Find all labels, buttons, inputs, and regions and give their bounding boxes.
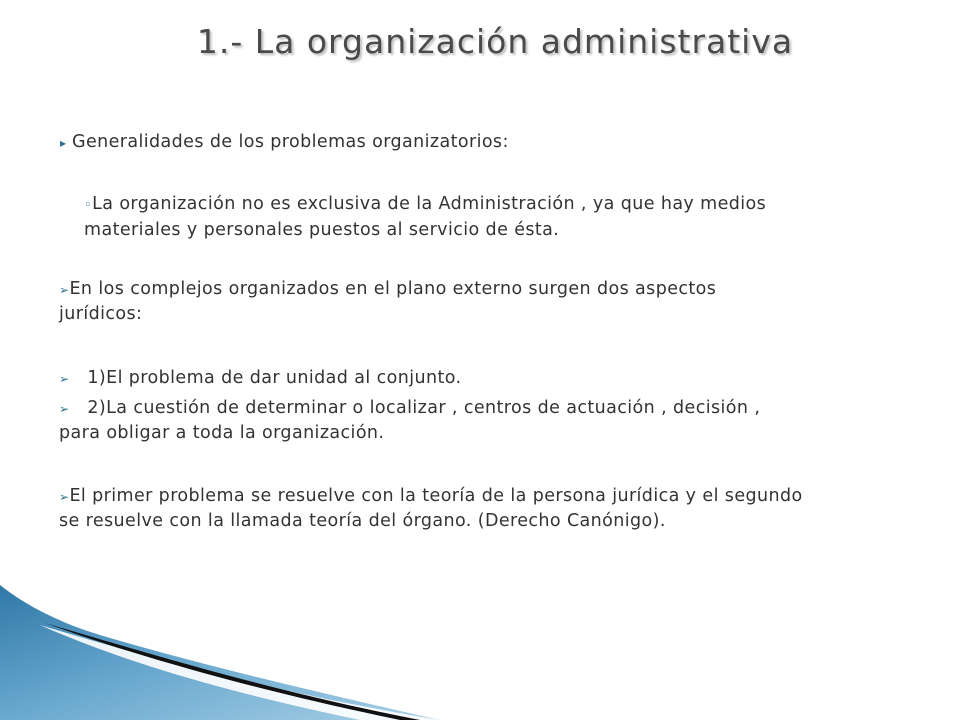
triangle-bullet-icon: ▸ xyxy=(60,136,67,150)
circle-bullet-icon: ◦ xyxy=(84,198,93,213)
sub-bullet-item: ◦La organización no es exclusiva de la Administración , ya que hay medios materiales y personales puestos al servicio de ésta. xyxy=(84,194,767,240)
bullet-item-4: ➢ 2)La cuestión de determinar o localizar , centros de actuación , decisión , para obligar a toda la organización. xyxy=(59,398,761,443)
arrow-bullet-icon: ➢ xyxy=(59,490,70,504)
arrow-bullet-icon: ➢ xyxy=(59,372,70,386)
arrow-bullet-icon: ➢ xyxy=(59,402,70,416)
bullet-item-1: ▸ Generalidades de los problemas organizatorios: xyxy=(60,130,509,155)
wave-decoration xyxy=(0,585,440,720)
slide-title: 1.- La organización administrativa xyxy=(196,22,794,61)
bullet-item-5: ➢El primer problema se resuelve con la teoría de la persona jurídica y el segundo se resuelve con la llamada teoría del órgano. (Derecho Canónigo). xyxy=(59,486,803,531)
blue-wave-shape xyxy=(0,585,440,720)
arrow-bullet-icon: ➢ xyxy=(59,283,70,297)
bullet-item-3: ➢ 1)El problema de dar unidad al conjunto. xyxy=(59,368,462,388)
bullet-item-2: ➢En los complejos organizados en el plano externo surgen dos aspectos jurídicos: xyxy=(59,279,717,324)
